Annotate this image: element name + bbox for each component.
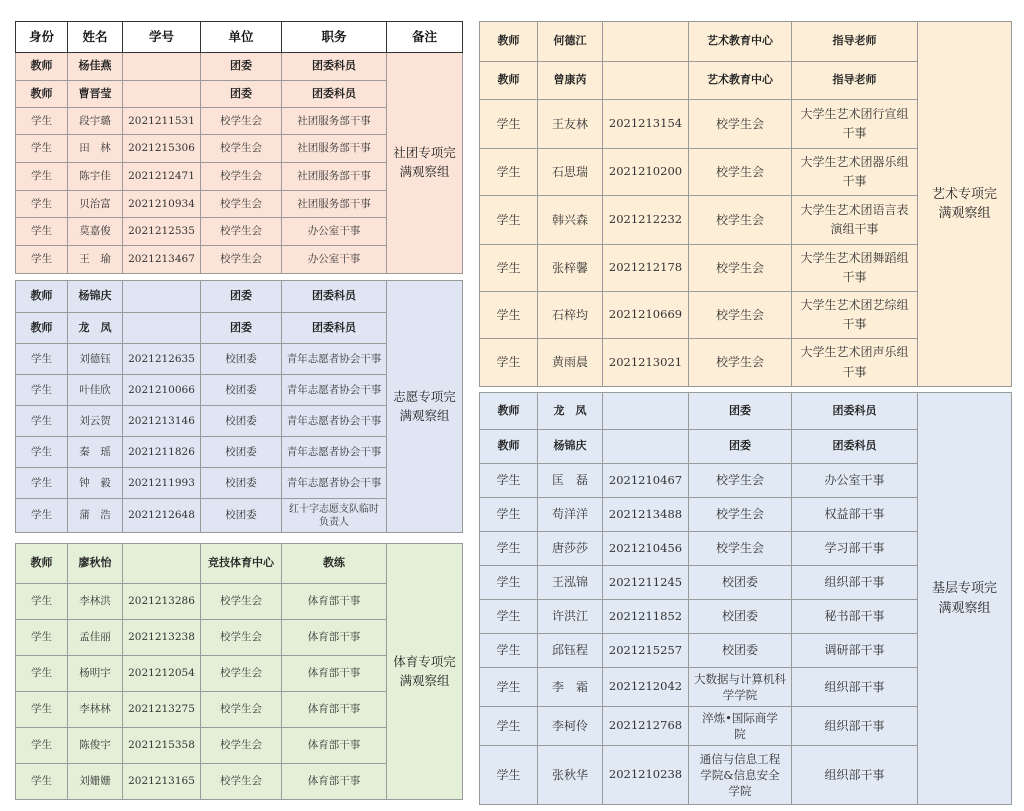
- student-id-cell: 2021211531: [123, 108, 201, 135]
- identity-cell: 学生: [480, 149, 538, 196]
- student-id-cell: 2021212054: [123, 656, 201, 692]
- unit-cell: 通信与信息工程学院&信息安全学院: [689, 746, 792, 805]
- name-cell: 黄雨晨: [538, 339, 603, 387]
- position-cell: 组织部干事: [792, 668, 918, 707]
- name-cell: 许洪江: [538, 600, 603, 634]
- name-cell: 杨锦庆: [538, 430, 603, 464]
- position-cell: 红十字志愿支队临时负责人: [282, 499, 387, 533]
- unit-cell: 校学生会: [689, 196, 792, 245]
- position-cell: 社团服务部干事: [282, 108, 387, 135]
- name-cell: 匡 磊: [538, 464, 603, 498]
- identity-cell: 学生: [480, 100, 538, 149]
- table-row: [480, 393, 1012, 430]
- name-cell: 何德江: [538, 22, 603, 62]
- name-cell: 王 瑜: [68, 246, 123, 274]
- student-id-cell: [603, 62, 689, 100]
- name-cell: 龙 凤: [68, 313, 123, 344]
- student-id-cell: 2021212232: [603, 196, 689, 245]
- unit-cell: 艺术教育中心: [689, 22, 792, 62]
- student-id-cell: 2021210238: [603, 746, 689, 805]
- name-cell: 刘姗姗: [68, 764, 123, 800]
- identity-cell: 学生: [16, 468, 68, 499]
- unit-cell: 校学生会: [689, 464, 792, 498]
- position-cell: 大学生艺术团艺综组干事: [792, 292, 918, 339]
- student-id-cell: 2021215358: [123, 728, 201, 764]
- name-cell: 陈俊宇: [68, 728, 123, 764]
- position-cell: 体育部干事: [282, 764, 387, 800]
- student-id-cell: [123, 544, 201, 584]
- name-cell: 曾康芮: [538, 62, 603, 100]
- student-id-cell: [603, 393, 689, 430]
- position-cell: 青年志愿者协会干事: [282, 375, 387, 406]
- grassroots-observation-table: [479, 392, 1012, 805]
- identity-cell: 学生: [16, 246, 68, 274]
- unit-cell: 校学生会: [201, 163, 282, 191]
- table-row: [480, 22, 1012, 62]
- header-identity: 身份: [16, 22, 68, 53]
- student-id-cell: 2021212648: [123, 499, 201, 533]
- header-position: 职务: [282, 22, 387, 53]
- unit-cell: 校学生会: [201, 218, 282, 246]
- student-id-cell: 2021212768: [603, 707, 689, 746]
- name-cell: 刘德钰: [68, 344, 123, 375]
- unit-cell: 校学生会: [689, 339, 792, 387]
- position-cell: 组织部干事: [792, 746, 918, 805]
- student-id-cell: 2021210934: [123, 191, 201, 218]
- name-cell: 石梓均: [538, 292, 603, 339]
- header-student-id: 学号: [123, 22, 201, 53]
- student-id-cell: 2021213467: [123, 246, 201, 274]
- student-id-cell: 2021213488: [603, 498, 689, 532]
- identity-cell: 学生: [16, 764, 68, 800]
- identity-cell: 学生: [16, 191, 68, 218]
- unit-cell: 校团委: [689, 600, 792, 634]
- identity-cell: 学生: [16, 108, 68, 135]
- student-id-cell: 2021215257: [603, 634, 689, 668]
- position-cell: 调研部干事: [792, 634, 918, 668]
- student-id-cell: [123, 313, 201, 344]
- position-cell: 大学生艺术团声乐组干事: [792, 339, 918, 387]
- name-cell: 张秋华: [538, 746, 603, 805]
- name-cell: 李林洪: [68, 584, 123, 620]
- identity-cell: 教师: [480, 62, 538, 100]
- position-cell: 体育部干事: [282, 728, 387, 764]
- position-cell: 团委科员: [282, 281, 387, 313]
- unit-cell: 团委: [201, 53, 282, 81]
- name-cell: 贝治富: [68, 191, 123, 218]
- name-cell: 陈宇佳: [68, 163, 123, 191]
- unit-cell: 校学生会: [201, 191, 282, 218]
- position-cell: 大学生艺术团器乐组干事: [792, 149, 918, 196]
- unit-cell: 大数据与计算机科学学院: [689, 668, 792, 707]
- name-cell: 叶佳欣: [68, 375, 123, 406]
- unit-cell: 校学生会: [201, 135, 282, 163]
- position-cell: 组织部干事: [792, 707, 918, 746]
- name-cell: 韩兴森: [538, 196, 603, 245]
- name-cell: 张梓馨: [538, 245, 603, 292]
- position-cell: 体育部干事: [282, 620, 387, 656]
- student-id-cell: 2021211993: [123, 468, 201, 499]
- unit-cell: 艺术教育中心: [689, 62, 792, 100]
- position-cell: 权益部干事: [792, 498, 918, 532]
- student-id-cell: [603, 22, 689, 62]
- position-cell: 团委科员: [282, 81, 387, 108]
- identity-cell: 教师: [16, 281, 68, 313]
- unit-cell: 校团委: [201, 375, 282, 406]
- unit-cell: 竞技体育中心: [201, 544, 282, 584]
- header-unit: 单位: [201, 22, 282, 53]
- student-id-cell: [123, 53, 201, 81]
- student-id-cell: 2021213286: [123, 584, 201, 620]
- student-id-cell: 2021211852: [603, 600, 689, 634]
- student-id-cell: 2021210456: [603, 532, 689, 566]
- identity-cell: 学生: [16, 437, 68, 468]
- position-cell: 团委科员: [792, 430, 918, 464]
- identity-cell: 学生: [480, 566, 538, 600]
- table-header-row: [16, 22, 463, 53]
- student-id-cell: 2021213154: [603, 100, 689, 149]
- identity-cell: 学生: [16, 163, 68, 191]
- student-id-cell: 2021211245: [603, 566, 689, 600]
- name-cell: 蒲 浩: [68, 499, 123, 533]
- unit-cell: 校学生会: [689, 100, 792, 149]
- identity-cell: 学生: [16, 692, 68, 728]
- art-observation-table: [479, 21, 1012, 387]
- student-id-cell: 2021215306: [123, 135, 201, 163]
- identity-cell: 学生: [16, 499, 68, 533]
- identity-cell: 学生: [480, 668, 538, 707]
- position-cell: 大学生艺术团行宣组干事: [792, 100, 918, 149]
- volunteer-group-label: 志愿专项完满观察组: [387, 281, 463, 533]
- unit-cell: 校学生会: [201, 620, 282, 656]
- position-cell: 团委科员: [282, 313, 387, 344]
- student-id-cell: 2021212042: [603, 668, 689, 707]
- name-cell: 钟 毅: [68, 468, 123, 499]
- identity-cell: 学生: [16, 728, 68, 764]
- unit-cell: 校学生会: [689, 245, 792, 292]
- table-row: [16, 544, 463, 584]
- name-cell: 杨佳燕: [68, 53, 123, 81]
- position-cell: 组织部干事: [792, 566, 918, 600]
- unit-cell: 团委: [201, 81, 282, 108]
- student-id-cell: 2021212535: [123, 218, 201, 246]
- identity-cell: 学生: [480, 498, 538, 532]
- name-cell: 秦 瑶: [68, 437, 123, 468]
- unit-cell: 校团委: [201, 406, 282, 437]
- position-cell: 办公室干事: [792, 464, 918, 498]
- unit-cell: 校学生会: [201, 692, 282, 728]
- position-cell: 青年志愿者协会干事: [282, 437, 387, 468]
- name-cell: 王泓锦: [538, 566, 603, 600]
- identity-cell: 教师: [16, 313, 68, 344]
- sport-observation-table: [15, 543, 463, 800]
- position-cell: 体育部干事: [282, 584, 387, 620]
- name-cell: 杨明宇: [68, 656, 123, 692]
- student-id-cell: 2021212471: [123, 163, 201, 191]
- name-cell: 邱钰程: [538, 634, 603, 668]
- name-cell: 李林林: [68, 692, 123, 728]
- name-cell: 李 霜: [538, 668, 603, 707]
- student-id-cell: [123, 81, 201, 108]
- club-group-label: 社团专项完满观察组: [387, 53, 463, 274]
- student-id-cell: 2021213021: [603, 339, 689, 387]
- identity-cell: 学生: [480, 196, 538, 245]
- identity-cell: 学生: [480, 339, 538, 387]
- position-cell: 办公室干事: [282, 246, 387, 274]
- student-id-cell: 2021210467: [603, 464, 689, 498]
- identity-cell: 教师: [16, 544, 68, 584]
- identity-cell: 教师: [480, 393, 538, 430]
- position-cell: 大学生艺术团舞蹈组干事: [792, 245, 918, 292]
- unit-cell: 校学生会: [201, 108, 282, 135]
- identity-cell: 教师: [480, 430, 538, 464]
- volunteer-observation-table: [15, 280, 463, 533]
- art-group-label: 艺术专项完满观察组: [918, 22, 1012, 387]
- identity-cell: 学生: [16, 620, 68, 656]
- name-cell: 苟洋洋: [538, 498, 603, 532]
- position-cell: 社团服务部干事: [282, 135, 387, 163]
- unit-cell: 校学生会: [689, 498, 792, 532]
- table-row: [16, 281, 463, 313]
- unit-cell: 校学生会: [201, 584, 282, 620]
- identity-cell: 学生: [480, 464, 538, 498]
- identity-cell: 学生: [16, 584, 68, 620]
- position-cell: 青年志愿者协会干事: [282, 344, 387, 375]
- unit-cell: 淬炼•国际商学院: [689, 707, 792, 746]
- name-cell: 曹晋莹: [68, 81, 123, 108]
- position-cell: 团委科员: [282, 53, 387, 81]
- identity-cell: 教师: [480, 22, 538, 62]
- unit-cell: 团委: [201, 313, 282, 344]
- position-cell: 办公室干事: [282, 218, 387, 246]
- grassroots-group-label: 基层专项完满观察组: [918, 393, 1012, 805]
- name-cell: 杨锦庆: [68, 281, 123, 313]
- unit-cell: 校学生会: [689, 292, 792, 339]
- identity-cell: 学生: [16, 406, 68, 437]
- position-cell: 团委科员: [792, 393, 918, 430]
- student-id-cell: 2021213238: [123, 620, 201, 656]
- name-cell: 李柯伶: [538, 707, 603, 746]
- position-cell: 学习部干事: [792, 532, 918, 566]
- identity-cell: 学生: [16, 656, 68, 692]
- unit-cell: 校团委: [201, 344, 282, 375]
- unit-cell: 团委: [689, 430, 792, 464]
- student-id-cell: 2021210669: [603, 292, 689, 339]
- position-cell: 青年志愿者协会干事: [282, 468, 387, 499]
- student-id-cell: 2021212178: [603, 245, 689, 292]
- unit-cell: 校学生会: [201, 728, 282, 764]
- position-cell: 社团服务部干事: [282, 163, 387, 191]
- header-remarks: 备注: [387, 22, 463, 53]
- identity-cell: 学生: [480, 746, 538, 805]
- name-cell: 龙 凤: [538, 393, 603, 430]
- identity-cell: 学生: [16, 344, 68, 375]
- position-cell: 指导老师: [792, 22, 918, 62]
- unit-cell: 校团委: [689, 566, 792, 600]
- student-id-cell: [123, 281, 201, 313]
- identity-cell: 学生: [480, 292, 538, 339]
- identity-cell: 教师: [16, 53, 68, 81]
- name-cell: 王友林: [538, 100, 603, 149]
- unit-cell: 校学生会: [201, 246, 282, 274]
- student-id-cell: 2021213146: [123, 406, 201, 437]
- header-name: 姓名: [68, 22, 123, 53]
- identity-cell: 学生: [480, 707, 538, 746]
- position-cell: 体育部干事: [282, 656, 387, 692]
- table-row: [16, 53, 463, 81]
- identity-cell: 学生: [480, 532, 538, 566]
- unit-cell: 校团委: [201, 437, 282, 468]
- student-id-cell: 2021213275: [123, 692, 201, 728]
- name-cell: 唐莎莎: [538, 532, 603, 566]
- identity-cell: 学生: [16, 135, 68, 163]
- unit-cell: 校团委: [689, 634, 792, 668]
- identity-cell: 学生: [16, 375, 68, 406]
- position-cell: 指导老师: [792, 62, 918, 100]
- name-cell: 石思瑞: [538, 149, 603, 196]
- student-id-cell: 2021211826: [123, 437, 201, 468]
- student-id-cell: 2021210066: [123, 375, 201, 406]
- sport-group-label: 体育专项完满观察组: [387, 544, 463, 800]
- unit-cell: 校学生会: [201, 656, 282, 692]
- identity-cell: 学生: [480, 245, 538, 292]
- unit-cell: 团委: [201, 281, 282, 313]
- unit-cell: 校学生会: [201, 764, 282, 800]
- unit-cell: 校团委: [201, 499, 282, 533]
- position-cell: 体育部干事: [282, 692, 387, 728]
- name-cell: 孟佳丽: [68, 620, 123, 656]
- identity-cell: 学生: [16, 218, 68, 246]
- student-id-cell: 2021213165: [123, 764, 201, 800]
- name-cell: 段宇璐: [68, 108, 123, 135]
- position-cell: 青年志愿者协会干事: [282, 406, 387, 437]
- unit-cell: 校学生会: [689, 149, 792, 196]
- position-cell: 大学生艺术团语言表演组干事: [792, 196, 918, 245]
- name-cell: 莫嘉俊: [68, 218, 123, 246]
- name-cell: 田 林: [68, 135, 123, 163]
- unit-cell: 团委: [689, 393, 792, 430]
- unit-cell: 校团委: [201, 468, 282, 499]
- position-cell: 社团服务部干事: [282, 191, 387, 218]
- identity-cell: 教师: [16, 81, 68, 108]
- name-cell: 廖秋怡: [68, 544, 123, 584]
- position-cell: 教练: [282, 544, 387, 584]
- position-cell: 秘书部干事: [792, 600, 918, 634]
- identity-cell: 学生: [480, 600, 538, 634]
- name-cell: 刘云贺: [68, 406, 123, 437]
- unit-cell: 校学生会: [689, 532, 792, 566]
- student-id-cell: 2021210200: [603, 149, 689, 196]
- student-id-cell: 2021212635: [123, 344, 201, 375]
- club-observation-table: [15, 21, 463, 274]
- identity-cell: 学生: [480, 634, 538, 668]
- student-id-cell: [603, 430, 689, 464]
